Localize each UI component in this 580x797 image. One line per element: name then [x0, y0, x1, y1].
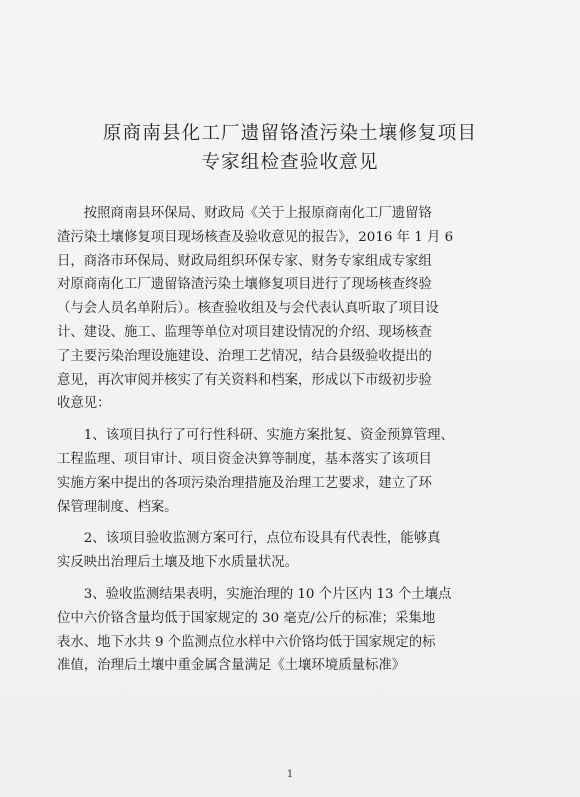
paragraph: [57, 527, 509, 575]
page-number: 1: [286, 769, 294, 780]
paragraph-line: 工程监理、项目审计、项目资金决算等制度，基本落实了该项目: [57, 451, 432, 467]
document-body: [57, 202, 509, 678]
paragraph-line: 意见，再次审阅并核实了有关资料和档案，形成以下市级初步验: [57, 372, 432, 388]
paragraph-spacer: [57, 575, 509, 583]
paragraph-line: 1、该项目执行了可行性科研、实施方案批复、资金预算管理、: [57, 428, 454, 444]
paragraph-line: 位中六价铬含量均低于国家规定的 30 毫克/公斤的标准；采集地: [57, 610, 436, 626]
paragraph-spacer: [57, 519, 509, 527]
paragraph-line: 渣污染土壤修复项目现场核查及验收意见的报告》，2016 年 1 月 6: [57, 229, 454, 245]
paragraph: [57, 202, 509, 416]
paragraph-line: 实施方案中提出的各项污染治理措施及治理工艺要求，建立了环: [57, 475, 432, 491]
paragraph-spacer: [57, 416, 509, 424]
paragraph-line: 2、该项目验收监测方案可行，点位布设具有代表性，能够真: [57, 531, 441, 547]
paragraph-line: 日，商洛市环保局、财政局组织环保专家、财务专家组成专家组: [57, 253, 432, 269]
paragraph: [57, 583, 509, 678]
paragraph-line: 了主要污染治理设施建设、治理工艺情况，结合县级验收提出的: [57, 348, 432, 364]
paragraph-line: 保管理制度、档案。: [57, 499, 178, 515]
paragraph: [57, 424, 509, 519]
paragraph-line: 收意见：: [57, 396, 111, 412]
paragraph-line: 对原商南化工厂遗留铬渣污染土壤修复项目进行了现场核查终验: [57, 277, 432, 293]
paragraph-line: 计、建设、施工、监理等单位对项目建设情况的介绍、现场核查: [57, 324, 432, 340]
paragraph-line: 表水、地下水共 9 个监测点位水样中六价铬均低于国家规定的标: [57, 634, 436, 650]
paragraph-line: 按照商南县环保局、财政局《关于上报原商南化工厂遗留铬: [57, 206, 432, 221]
paragraph-line: （与会人员名单附后）。核查验收组及与会代表认真听取了项目设: [57, 301, 439, 317]
paragraph-line: 准值，治理后土壤中重金属含量满足《土壤环境质量标准》: [57, 658, 406, 674]
paragraph-line: 实反映出治理后土壤及地下水质量状况。: [57, 555, 299, 571]
paragraph-line: 3、验收监测结果表明，实施治理的 10 个片区内 13 个土壤点: [57, 586, 452, 602]
document-title-line-1: 原商南县化工厂遗留铬渣污染土壤修复项目: [102, 123, 478, 144]
document-title-line-2: 专家组检查验收意见: [201, 152, 379, 173]
